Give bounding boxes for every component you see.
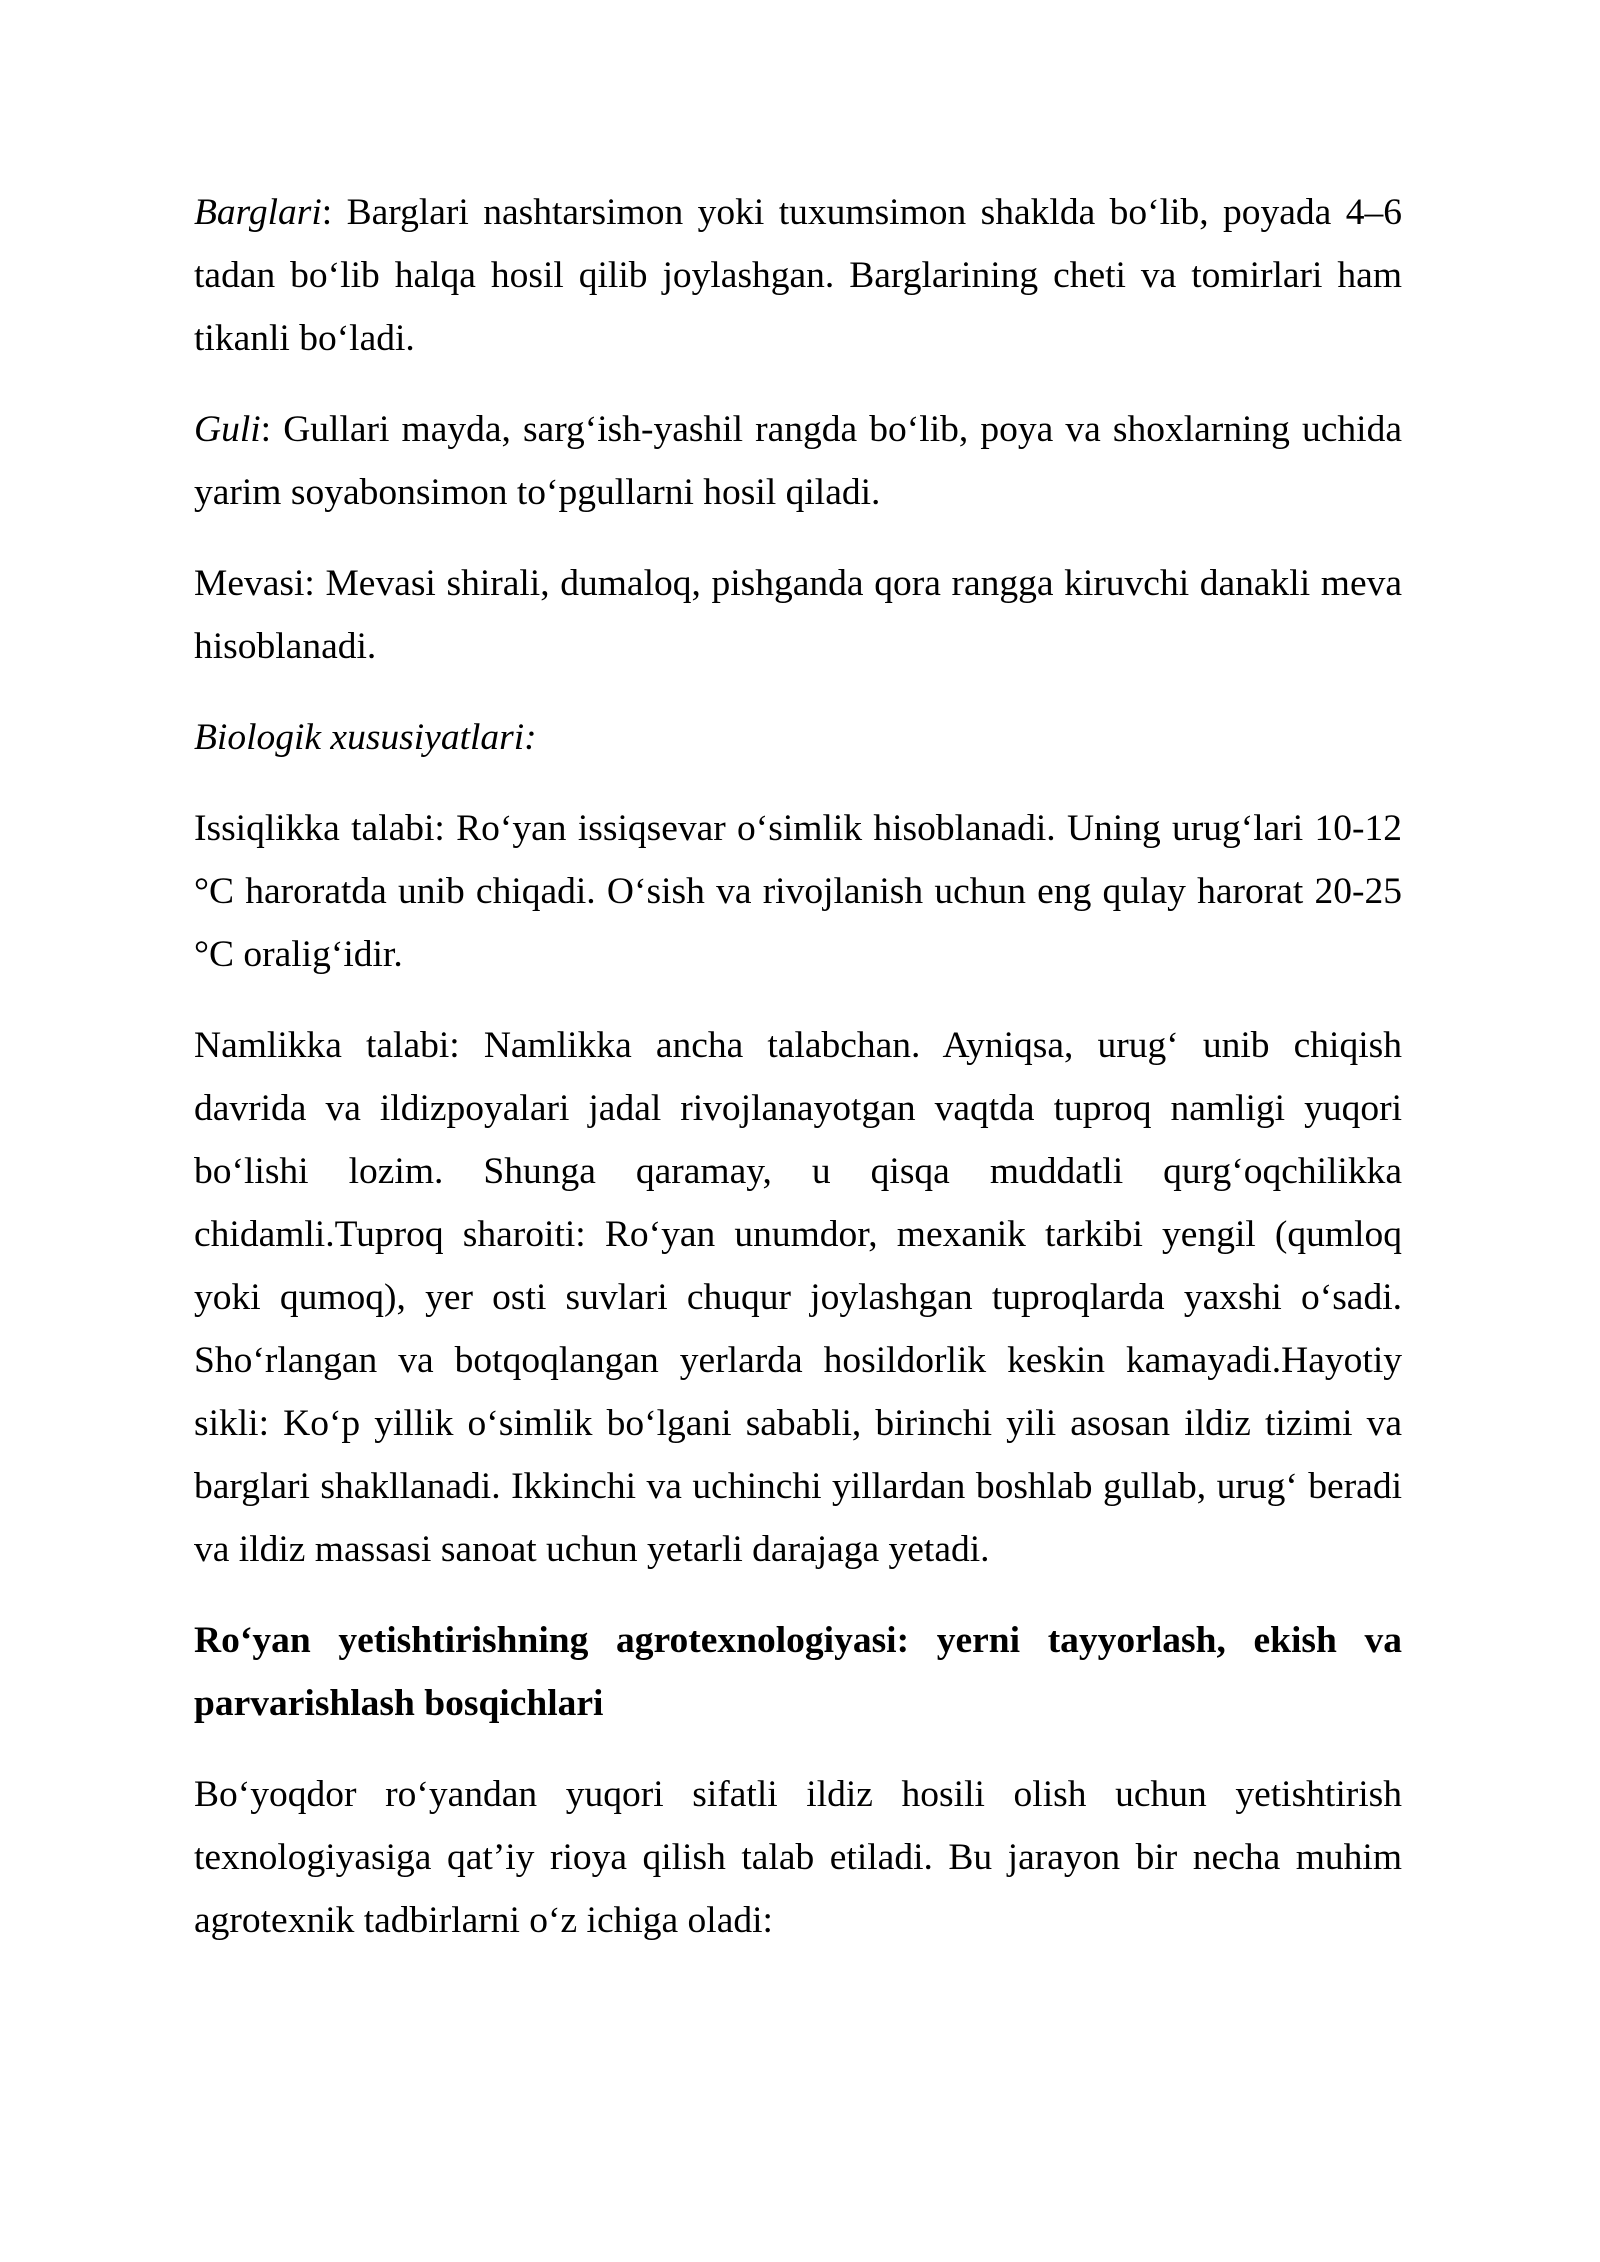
paragraph-issiqlikka xyxy=(194,797,1402,986)
section-heading-agrotexnologiya xyxy=(194,1609,1402,1735)
section-heading-text: Ro‘yan yetishtirishning agrotexnologiyasi: yerni tayyorlash, ekish va parvarishlash bosqichlari xyxy=(194,1620,1402,1724)
paragraph-namlikka xyxy=(194,1014,1402,1581)
paragraph-biologik-text: Biologik xususiyatlari: xyxy=(194,717,537,758)
paragraph-boyoqdor xyxy=(194,1763,1402,1952)
paragraph-namlikka-body: Namlikka talabi: Namlikka ancha talabchan. Ayniqsa, urug‘ unib chiqish davrida va ildizpoyalari jadal rivojlanayotgan vaqtda tuproq namligi yuqori bo‘lishi lozim. Shunga qaramay, u qisqa muddatli qurg‘oqchilikka chidamli.Tuproq sharoiti: Ro‘yan unumdor, mexanik tarkibi yengil (qumloq yoki qumoq), yer osti suvlari chuqur joylashgan tuproqlarda yaxshi o‘sadi. Sho‘rlangan va botqoqlangan yerlarda hosildorlik keskin kamayadi.Hayotiy sikli: Ko‘p yillik o‘simlik bo‘lgani sababli, birinchi yili asosan ildiz tizimi va barglari shakllanadi. Ikkinchi va uchinchi yillardan boshlab gullab, urug‘ beradi va ildiz massasi sanoat uchun yetarli darajaga yetadi. xyxy=(194,1025,1402,1570)
paragraph-boyoqdor-body: Bo‘yoqdor ro‘yandan yuqori sifatli ildiz hosili olish uchun yetishtirish texnologiyasiga qat’iy rioya qilish talab etiladi. Bu jarayon bir necha muhim agrotexnik tadbirlarni o‘z ichiga oladi: xyxy=(194,1774,1402,1941)
paragraph-barglari-lead: Barglari xyxy=(194,192,322,233)
paragraph-biologik-heading xyxy=(194,706,1402,769)
paragraph-barglari xyxy=(194,181,1402,370)
paragraph-barglari-body: : Barglari nashtarsimon yoki tuxumsimon shaklda bo‘lib, poyada 4–6 tadan bo‘lib halqa hosil qilib joylashgan. Barglarining cheti va tomirlari ham tikanli bo‘ladi. xyxy=(194,192,1402,359)
paragraph-guli-body: : Gullari mayda, sarg‘ish-yashil rangda bo‘lib, poya va shoxlarning uchida yarim soyabonsimon to‘pgullarni hosil qiladi. xyxy=(194,409,1402,513)
paragraph-mevasi-body: Mevasi: Mevasi shirali, dumaloq, pishganda qora rangga kiruvchi danakli meva hisoblanadi. xyxy=(194,563,1402,667)
paragraph-mevasi xyxy=(194,552,1402,678)
paragraph-guli-lead: Guli xyxy=(194,409,261,450)
paragraph-guli xyxy=(194,398,1402,524)
paragraph-issiqlikka-body: Issiqlikka talabi: Ro‘yan issiqsevar o‘simlik hisoblanadi. Uning urug‘lari 10-12 °C haroratda unib chiqadi. O‘sish va rivojlanish uchun eng qulay harorat 20-25 °C oralig‘idir. xyxy=(194,808,1402,975)
